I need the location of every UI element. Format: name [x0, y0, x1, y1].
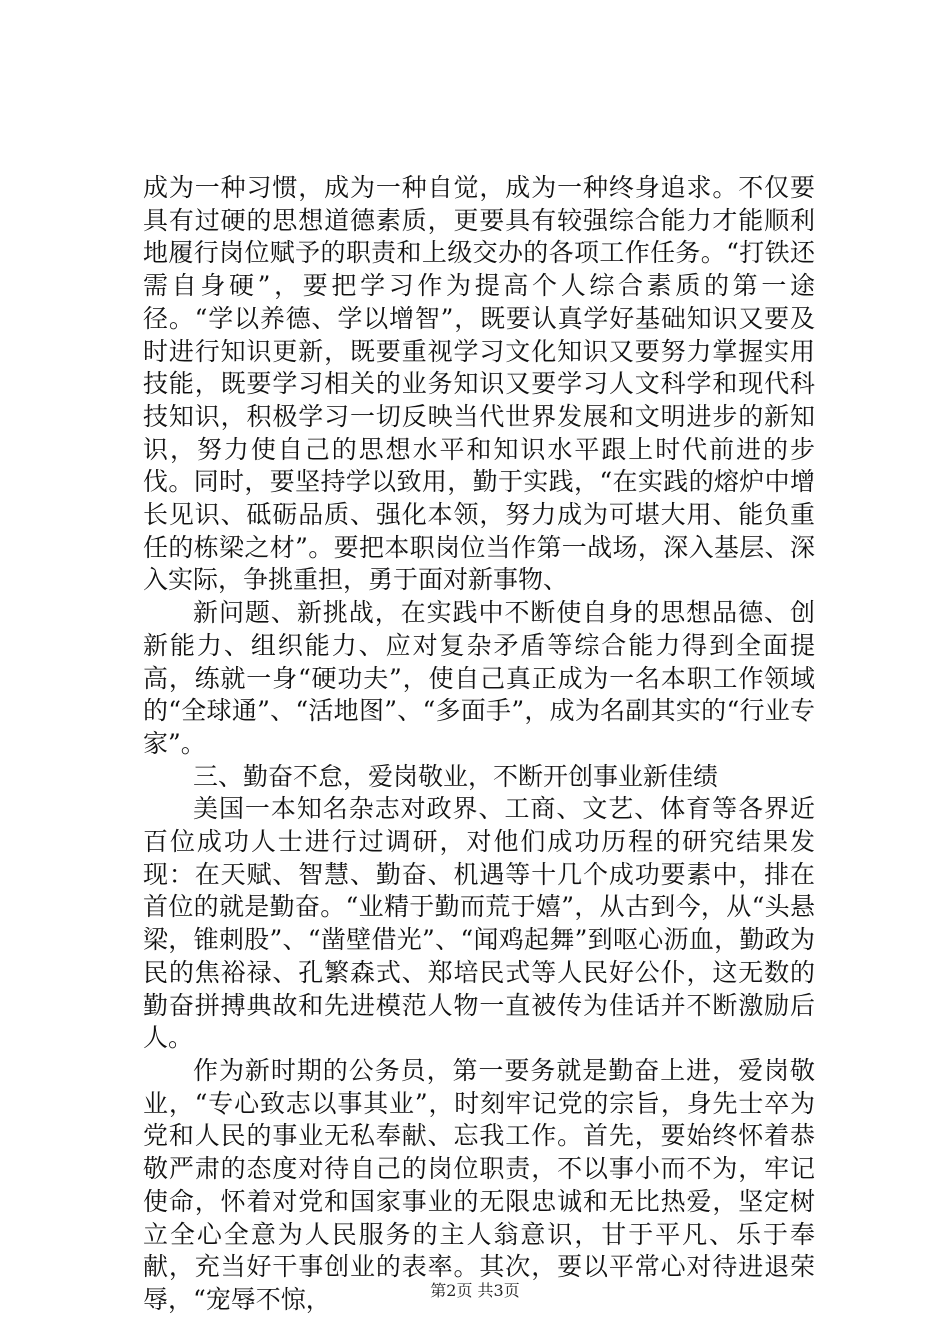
page-number: 第2页 共3页: [430, 1281, 520, 1300]
paragraph: 新问题、新挑战，在实践中不断使自身的思想品德、创新能力、组织能力、应对复杂矛盾等综合能力得到全面提高，练就一身“硬功夫”，使自己真正成为一名本职工作领域的“全球通”、“活地图”、“多面手”，成为名副其实的“行业专家”。: [143, 598, 815, 758]
paragraph: 美国一本知名杂志对政界、工商、文艺、体育等各界近百位成功人士进行过调研，对他们成功历程的研究结果发现：在天赋、智慧、勤奋、机遇等十几个成功要素中，排在首位的就是勤奋。“业精于勤而荒于嬉”，从古到今，从“头悬梁，锥刺股”、“凿壁借光”、“闻鸡起舞”到呕心沥血，勤政为民的焦裕禄、孔繁森式、郑培民式等人民好公仆，这无数的勤奋拼搏典故和先进模范人物一直被传为佳话并不断激励后人。: [143, 794, 815, 1053]
page-footer: [0, 1281, 950, 1301]
section-heading: 三、勤奋不怠，爱岗敬业，不断开创事业新佳绩: [193, 761, 719, 791]
paragraph-continuation: 成为一种习惯，成为一种自觉，成为一种终身追求。不仅要具有过硬的思想道德素质，更要具有较强综合能力才能顺利地履行岗位赋予的职责和上级交办的各项工作任务。“打铁还需自身硬”，要把学习作为提高个人综合素质的第一途径。“学以养德、学以增智”，既要认真学好基础知识又要及时进行知识更新，既要重视学习文化知识又要努力掌握实用技能，既要学习相关的业务知识又要学习人文科学和现代科技知识，积极学习一切反映当代世界发展和文明进步的新知识，努力使自己的思想水平和知识水平跟上时代前进的步伐。同时，要坚持学以致用，勤于实践，“在实践的熔炉中增长见识、砥砺品质、强化本领，努力成为可堪大用、能负重任的栋梁之材”。要把本职岗位当作第一战场，深入基层、深入实际，争挑重担，勇于面对新事物、: [143, 173, 815, 595]
paragraph: 作为新时期的公务员，第一要务就是勤奋上进，爱岗敬业，“专心致志以事其业”，时刻牢记党的宗旨，身先士卒为党和人民的事业无私奉献、忘我工作。首先，要始终怀着恭敬严肃的态度对待自己的岗位职责，不以事小而不为，牢记使命，怀着对党和国家事业的无限忠诚和无比热爱，坚定树立全心全意为人民服务的主人翁意识，甘于平凡、乐于奉献，充当好干事创业的表率。其次，要以平常心对待进退荣辱，“宠辱不惊，: [143, 1055, 815, 1314]
document-body: [143, 172, 815, 1317]
